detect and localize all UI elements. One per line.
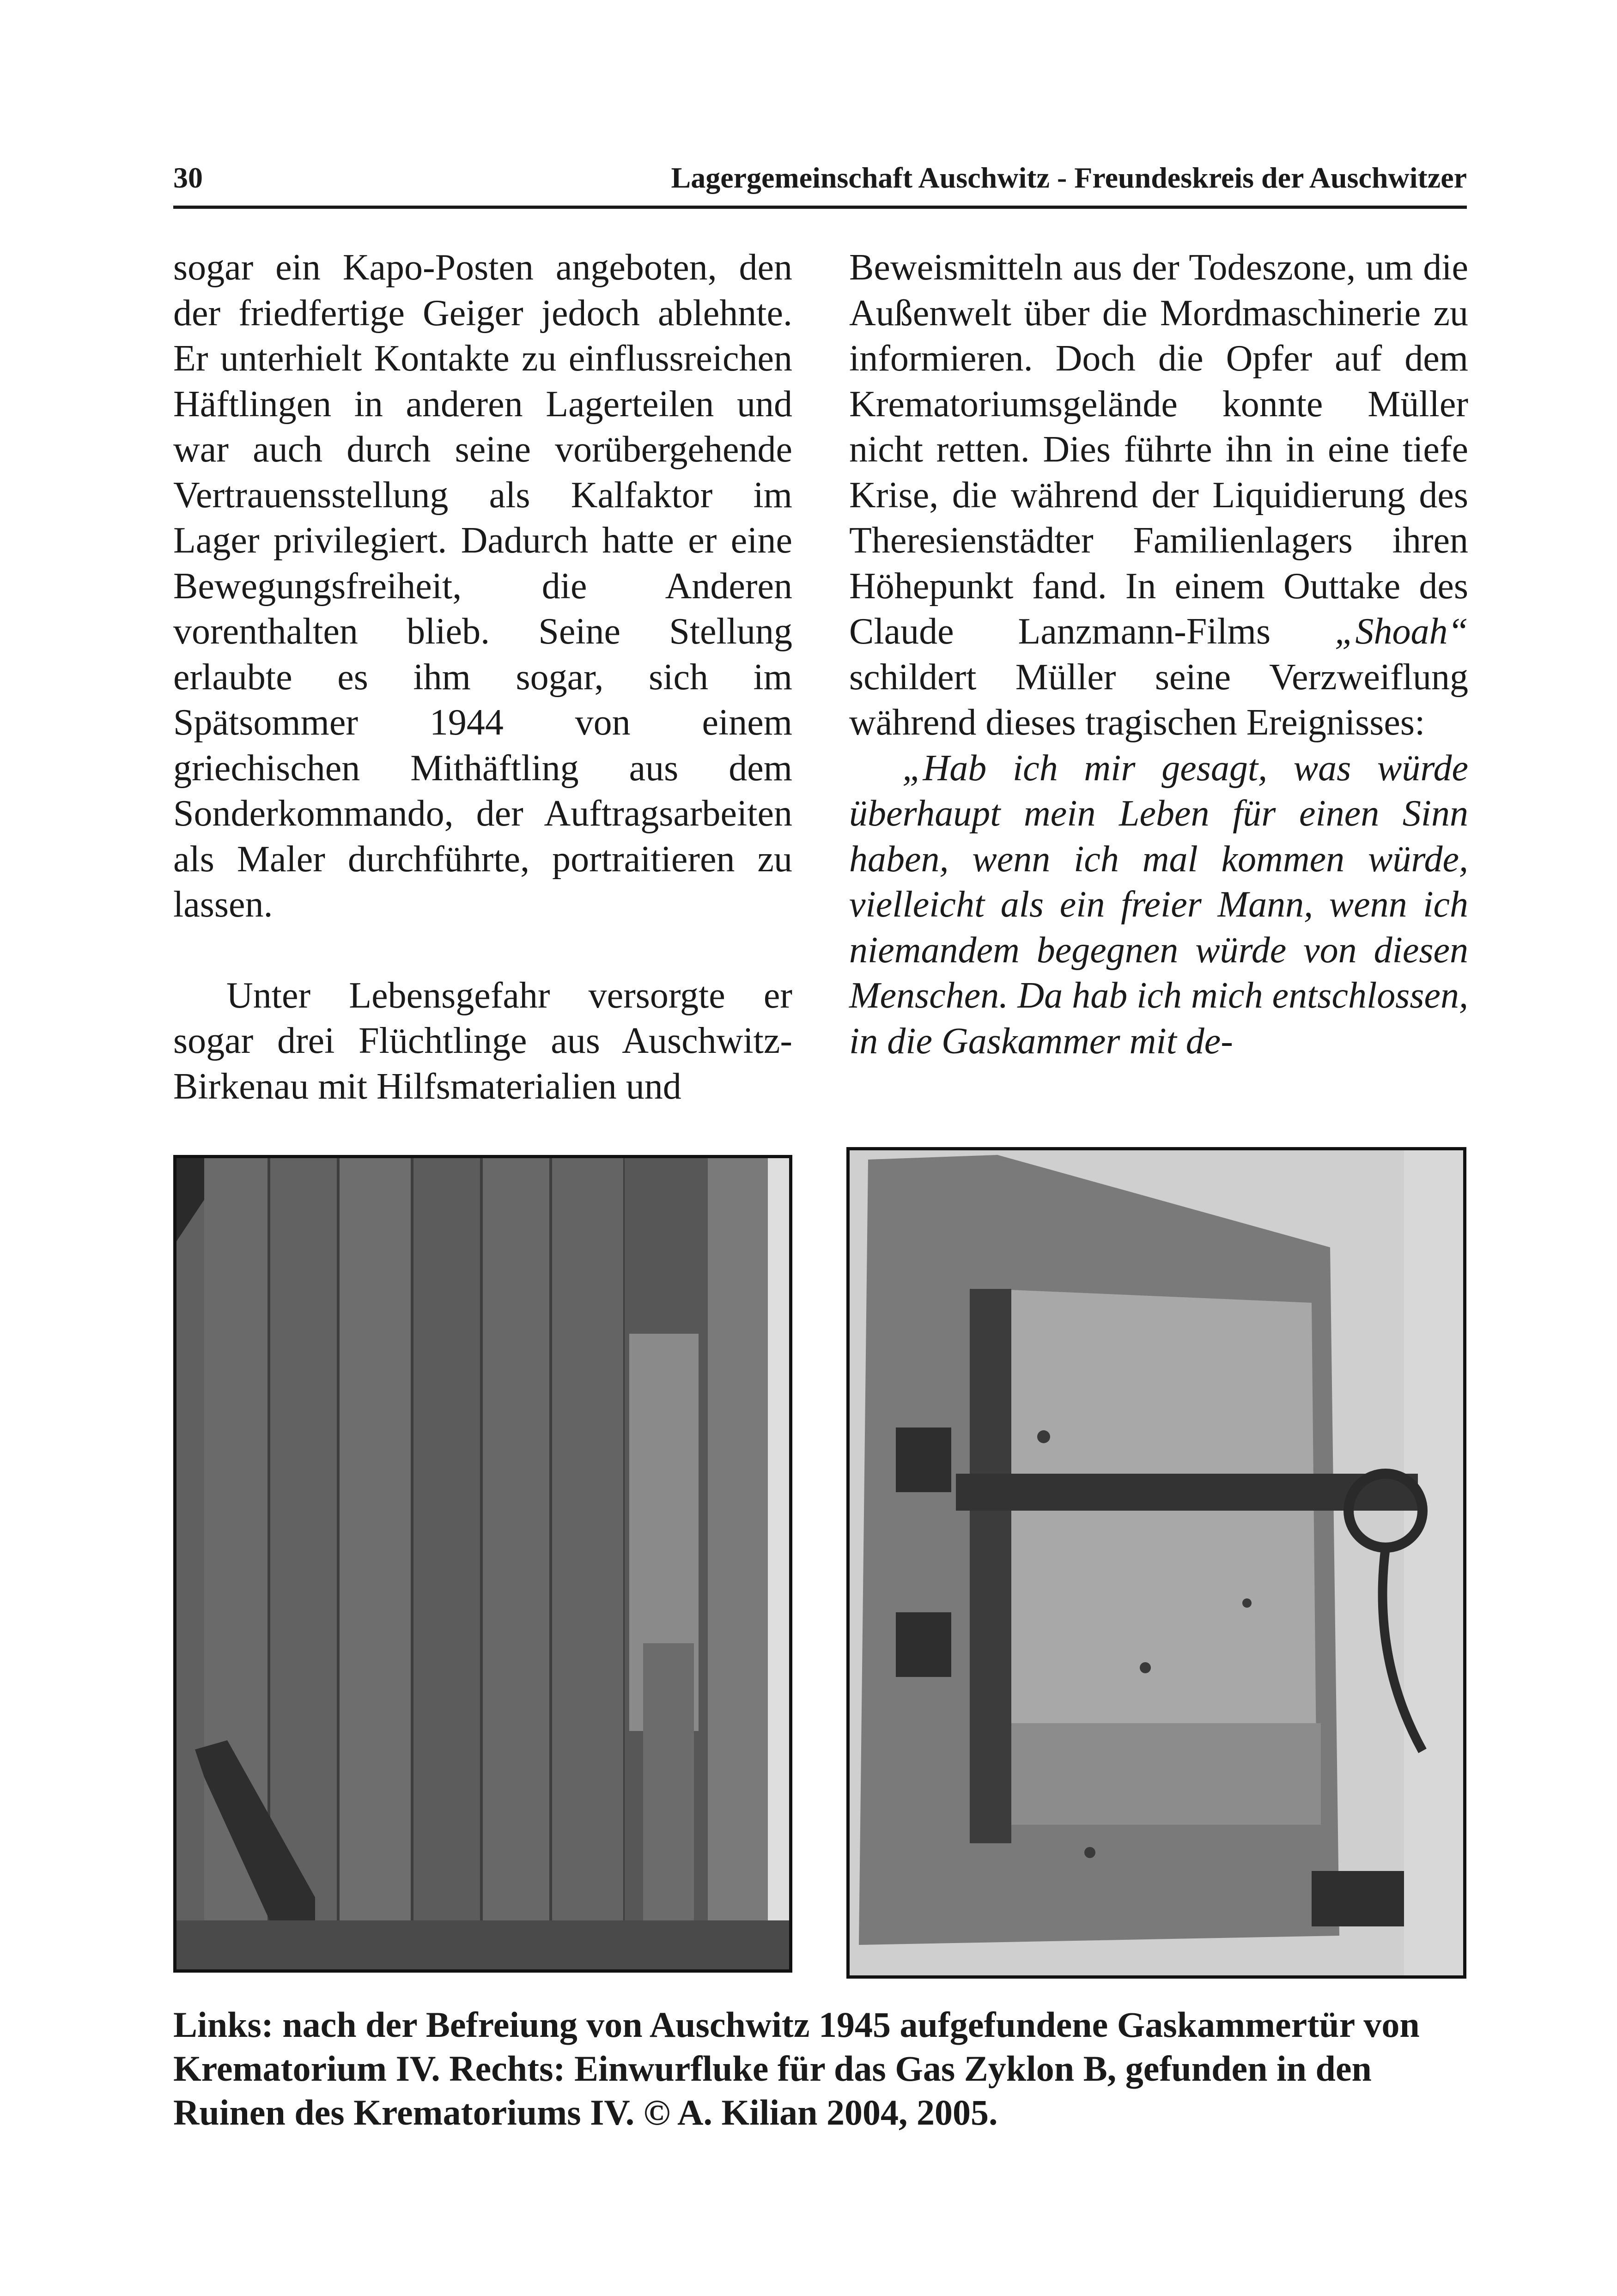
left-paragraph-2: Unter Lebensgefahr versorgte er sogar drei Flüchtlinge aus Auschwitz-Birkenau mit Hilfsmaterialien und [173, 975, 792, 1107]
page-number: 30 [173, 161, 203, 194]
wooden-door-illustration [176, 1158, 789, 1969]
photo-zyklon-b-insertion-hatch [846, 1147, 1466, 1979]
photo-caption [173, 2003, 1467, 2134]
right-paragraph-1 [849, 245, 1468, 746]
quote-paragraph: „Hab ich mir gesagt, was würde überhaupt mein Leben für einen Sinn haben, wenn ich mal kommen würde, vielleicht als ein freier Mann, wenn ich niemandem begegnen würde von diesen Menschen. Da hab ich mich entschlossen, in die Gaskammer mit de- [849, 747, 1468, 1062]
left-paragraph-1: sogar ein Kapo-Posten angeboten, den der friedfertige Geiger jedoch ablehnte. Er unterhielt Kontakte zu einflussreichen Häftlingen in anderen Lagerteilen und war auch durch seine vorübergehende Vertrauensstellung als Kalfaktor im Lager privilegiert. Dadurch hatte er eine Bewegungsfreiheit, die Anderen vorenthalten blieb. Seine Stellung erlaubte es ihm sogar, sich im Spätsommer 1944 von einem griechischen Mithäftling aus dem Sonderkommando, der Auftragsarbeiten als Maler durchführte, portraitieren zu lassen. [173, 247, 792, 925]
right-column [849, 245, 1468, 1064]
caption-text: Links: nach der Befreiung von Auschwitz 1945 aufgefundene Gaskammertür von Krematorium IV. Rechts: Einwurfluke für das Gas Zyklon B, gefunden in den Ruinen des Krematoriums IV. © A. Kilian 2004, 2005. [173, 2004, 1420, 2132]
left-column [173, 245, 792, 1109]
running-header [173, 155, 1467, 209]
film-title: „Shoah“ [1335, 611, 1468, 652]
photo-gas-chamber-door [173, 1155, 792, 1973]
hatch-illustration [850, 1150, 1463, 1975]
right-text-after-film: schildert Müller seine Verzweiflung während dieses tragischen Ereignisses: [849, 656, 1468, 743]
right-text-before-film: Beweismitteln aus der Todeszone, um die Außenwelt über die Mordmaschinerie zu informieren. Doch die Opfer auf dem Krematoriumsgelände konnte Müller nicht retten. Dies führte ihn in eine tiefe Krise, die während der Liquidierung des Theresienstädter Familienlagers ihren Höhepunkt fand. In einem Outtake des Claude Lanzmann-Films [849, 247, 1468, 652]
running-title: Lagergemeinschaft Auschwitz - Freundeskreis der Auschwitzer [671, 161, 1467, 194]
